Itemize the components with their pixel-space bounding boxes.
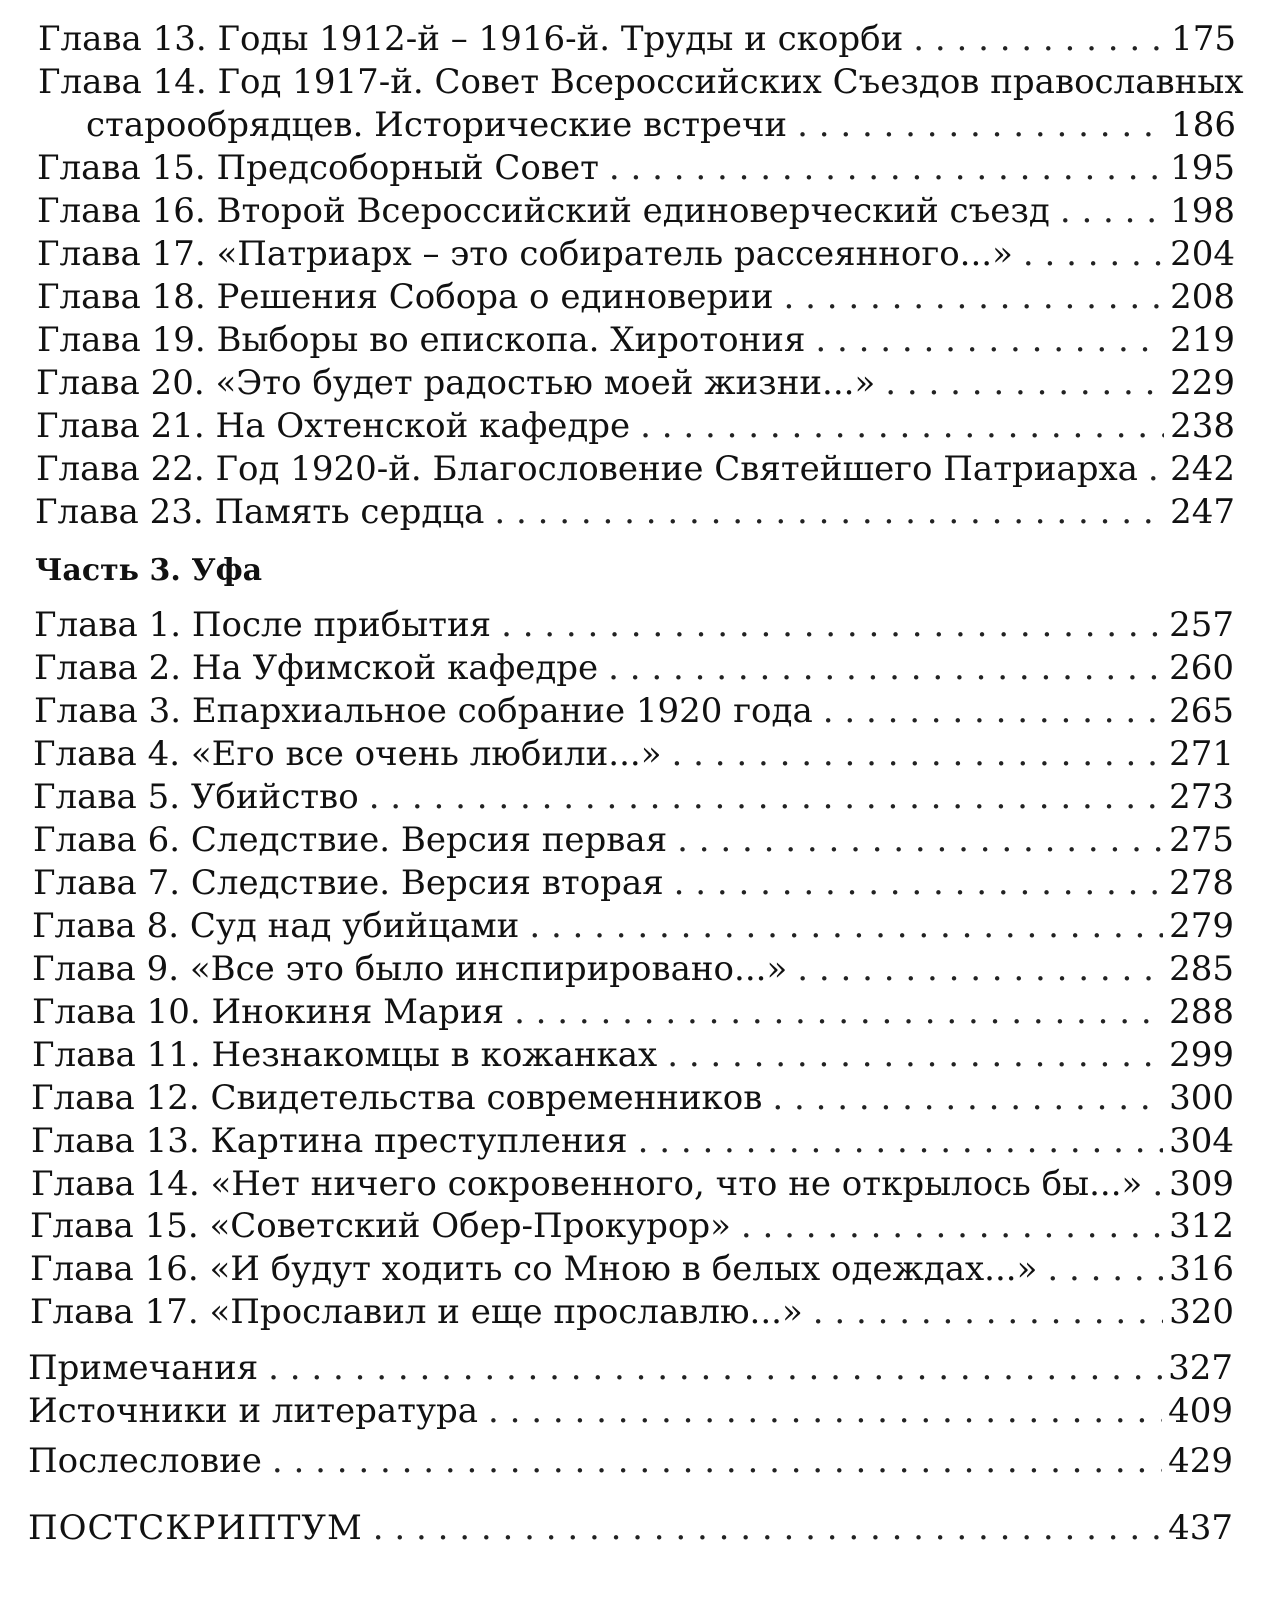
toc-entry-page: 175	[1171, 19, 1236, 59]
toc-leader-dots	[1148, 448, 1164, 490]
toc-entry-page: 271	[1169, 734, 1234, 774]
toc-leader-dots	[815, 319, 1164, 361]
toc-entry-page: 275	[1169, 820, 1234, 860]
toc-entry-title: ПОСТСКРИПТУМ	[28, 1508, 363, 1548]
toc-leader-dots	[823, 690, 1163, 732]
toc-entry-title: Глава 5. Убийство	[33, 777, 359, 817]
toc-entry-title: Глава 15. Предсоборный Совет	[37, 148, 599, 188]
toc-entry-page: 198	[1170, 191, 1235, 231]
toc-entry	[34, 604, 1234, 646]
toc-leader-dots	[1023, 233, 1164, 275]
toc-entry	[34, 690, 1234, 732]
toc-entry-page: 299	[1169, 1035, 1234, 1075]
toc-entry-notes	[28, 1347, 1233, 1389]
toc-entry-page: 312	[1169, 1206, 1234, 1246]
toc-entry-title: Глава 14. Год 1917-й. Совет Всероссийских Съездов православных	[38, 62, 1244, 102]
toc-entry-page: 316	[1169, 1249, 1234, 1289]
toc-leader-dots	[797, 948, 1163, 990]
toc-leader-dots	[672, 733, 1164, 775]
toc-entry-sources	[28, 1390, 1233, 1432]
toc-entry-page: 186	[1171, 105, 1236, 145]
toc-entry-title: староoбрядцев. Исторические встречи	[86, 105, 788, 145]
toc-entry-page: 260	[1169, 648, 1234, 688]
toc-leader-dots	[772, 1077, 1163, 1119]
toc-entry-page: 288	[1169, 992, 1234, 1032]
toc-entry	[36, 448, 1235, 490]
toc-entry	[36, 362, 1235, 404]
toc-entry	[32, 1034, 1234, 1076]
toc-entry-page: 273	[1169, 777, 1234, 817]
toc-entry-page: 257	[1169, 605, 1234, 645]
toc-leader-dots	[913, 18, 1165, 60]
toc-entry-page: 300	[1169, 1078, 1234, 1118]
toc-entry-title: Глава 14. «Нет ничего сокровенного, что не открылось бы...»	[31, 1164, 1143, 1204]
toc-entry-title: Глава 16. Второй Всероссийский единоверческий съезд	[37, 191, 1050, 231]
toc-entry-title: Глава 8. Суд над убийцами	[32, 906, 520, 946]
toc-leader-dots	[797, 104, 1165, 146]
toc-entry	[30, 1291, 1234, 1333]
toc-entry-page: 219	[1170, 320, 1235, 360]
toc-leader-dots	[608, 647, 1163, 689]
toc-entry-page: 429	[1168, 1441, 1233, 1481]
toc-entry-title: Глава 23. Память сердца	[35, 492, 485, 532]
toc-entry-page: 195	[1170, 148, 1235, 188]
toc-entry-page: 278	[1169, 863, 1234, 903]
toc-entry-title: Глава 13. Годы 1912-й – 1916-й. Труды и скорби	[38, 19, 904, 59]
toc-entry-title: Глава 12. Свидетельства современников	[31, 1078, 763, 1118]
toc-entry-title: Глава 3. Епархиальное собрание 1920 года	[34, 691, 813, 731]
toc-leader-dots	[640, 405, 1164, 447]
toc-entry-title: Глава 17. «Патриарх – это собиратель рассеянного...»	[37, 234, 1013, 274]
toc-entry	[35, 491, 1235, 533]
toc-leader-dots	[813, 1291, 1163, 1333]
toc-entry-title: Глава 15. «Советский Обер-Прокурор»	[30, 1206, 731, 1246]
toc-leader-dots	[268, 1347, 1162, 1389]
toc-entry	[34, 647, 1234, 689]
toc-entry-page: 320	[1169, 1292, 1234, 1332]
toc-entry-title: Глава 1. После прибытия	[34, 605, 492, 645]
toc-entry-title: Глава 6. Следствие. Версия первая	[33, 820, 668, 860]
toc-entry	[36, 405, 1235, 447]
toc-entry	[33, 733, 1234, 775]
toc-leader-dots	[369, 776, 1163, 818]
toc-leader-dots	[609, 147, 1164, 189]
toc-leader-dots	[885, 362, 1164, 404]
toc-entry-page: 437	[1168, 1508, 1233, 1548]
toc-entry-title: Глава 4. «Его все очень любили...»	[33, 734, 662, 774]
toc-entry-page: 265	[1169, 691, 1234, 731]
toc-entry-page: 304	[1169, 1121, 1234, 1161]
toc-entry-page: 208	[1170, 277, 1235, 317]
toc-entry-title: Глава 17. «Прославил и еще прославлю...»	[30, 1292, 803, 1332]
toc-leader-dots	[677, 819, 1163, 861]
toc-leader-dots	[1060, 190, 1164, 232]
toc-entry-title: Глава 21. На Охтенской кафедре	[36, 406, 631, 446]
toc-leader-dots	[494, 491, 1164, 533]
toc-leader-dots	[1047, 1248, 1163, 1290]
toc-leader-dots	[501, 604, 1163, 646]
toc-entry	[33, 819, 1234, 861]
toc-entry	[38, 18, 1236, 60]
toc-entry	[37, 319, 1235, 361]
toc-entry-title: Глава 7. Следствие. Версия вторая	[33, 863, 664, 903]
toc-leader-dots	[667, 1034, 1163, 1076]
toc-entry	[37, 147, 1235, 189]
toc-leader-dots	[514, 991, 1163, 1033]
toc-leader-dots	[272, 1440, 1162, 1482]
toc-entry-title: Глава 13. Картина преступления	[31, 1121, 628, 1161]
toc-entry-postscript	[28, 1507, 1233, 1549]
toc-entry-page: 327	[1168, 1348, 1233, 1388]
toc-entry-page: 247	[1170, 492, 1235, 532]
toc-entry	[32, 991, 1234, 1033]
toc-entry	[30, 1205, 1234, 1247]
toc-entry-title: Глава 22. Год 1920-й. Благословение Святейшего Патриарха	[36, 449, 1138, 489]
toc-entry	[37, 190, 1235, 232]
toc-entry	[32, 905, 1234, 947]
toc-entry	[32, 948, 1234, 990]
toc-leader-dots	[488, 1390, 1162, 1432]
toc-entry	[33, 862, 1234, 904]
toc-leader-dots	[638, 1120, 1164, 1162]
toc-entry-page: 242	[1170, 449, 1235, 489]
toc-entry-title: Глава 16. «И будут ходить со Мною в белых одеждах...»	[30, 1249, 1038, 1289]
toc-entry-title: Примечания	[28, 1348, 259, 1388]
toc-entry-title: Глава 20. «Это будет радостью моей жизни...»	[36, 363, 876, 403]
toc-entry-title: Глава 10. Инокиня Мария	[32, 992, 505, 1032]
toc-entry-page: 229	[1170, 363, 1235, 403]
toc-entry-page: 309	[1169, 1164, 1234, 1204]
toc-entry-title: Глава 19. Выборы во епископа. Хиротония	[37, 320, 806, 360]
toc-entry-afterword	[28, 1440, 1233, 1482]
part-heading: Часть 3. Уфа	[35, 553, 263, 588]
toc-entry-title: Глава 18. Решения Собора о единоверии	[37, 277, 774, 317]
toc-entry	[31, 1163, 1234, 1205]
toc-entry	[31, 1120, 1234, 1162]
toc-leader-dots	[784, 276, 1165, 318]
toc-leader-dots	[741, 1205, 1163, 1247]
toc-entry	[37, 276, 1235, 318]
toc-entry-page: 238	[1170, 406, 1235, 446]
toc-entry	[37, 233, 1235, 275]
toc-entry-page: 409	[1168, 1391, 1233, 1431]
toc-leader-dots	[529, 905, 1163, 947]
toc-entry	[30, 1248, 1234, 1290]
toc-entry	[86, 104, 1236, 146]
toc-entry-title: Глава 11. Незнакомцы в кожанках	[32, 1035, 658, 1075]
toc-leader-dots	[1152, 1163, 1163, 1205]
toc-entry-page: 285	[1169, 949, 1234, 989]
toc-entry-title: Источники и литература	[28, 1391, 479, 1431]
toc-entry	[33, 776, 1234, 818]
toc-entry-title: Глава 9. «Все это было инспирировано...»	[32, 949, 788, 989]
toc-entry-page: 279	[1169, 906, 1234, 946]
toc-leader-dots	[674, 862, 1163, 904]
toc-entry	[31, 1077, 1234, 1119]
toc-entry-page: 204	[1170, 234, 1235, 274]
toc-entry-title: Глава 2. На Уфимской кафедре	[34, 648, 599, 688]
toc-leader-dots	[373, 1507, 1162, 1549]
toc-entry-title: Послесловие	[28, 1441, 262, 1481]
